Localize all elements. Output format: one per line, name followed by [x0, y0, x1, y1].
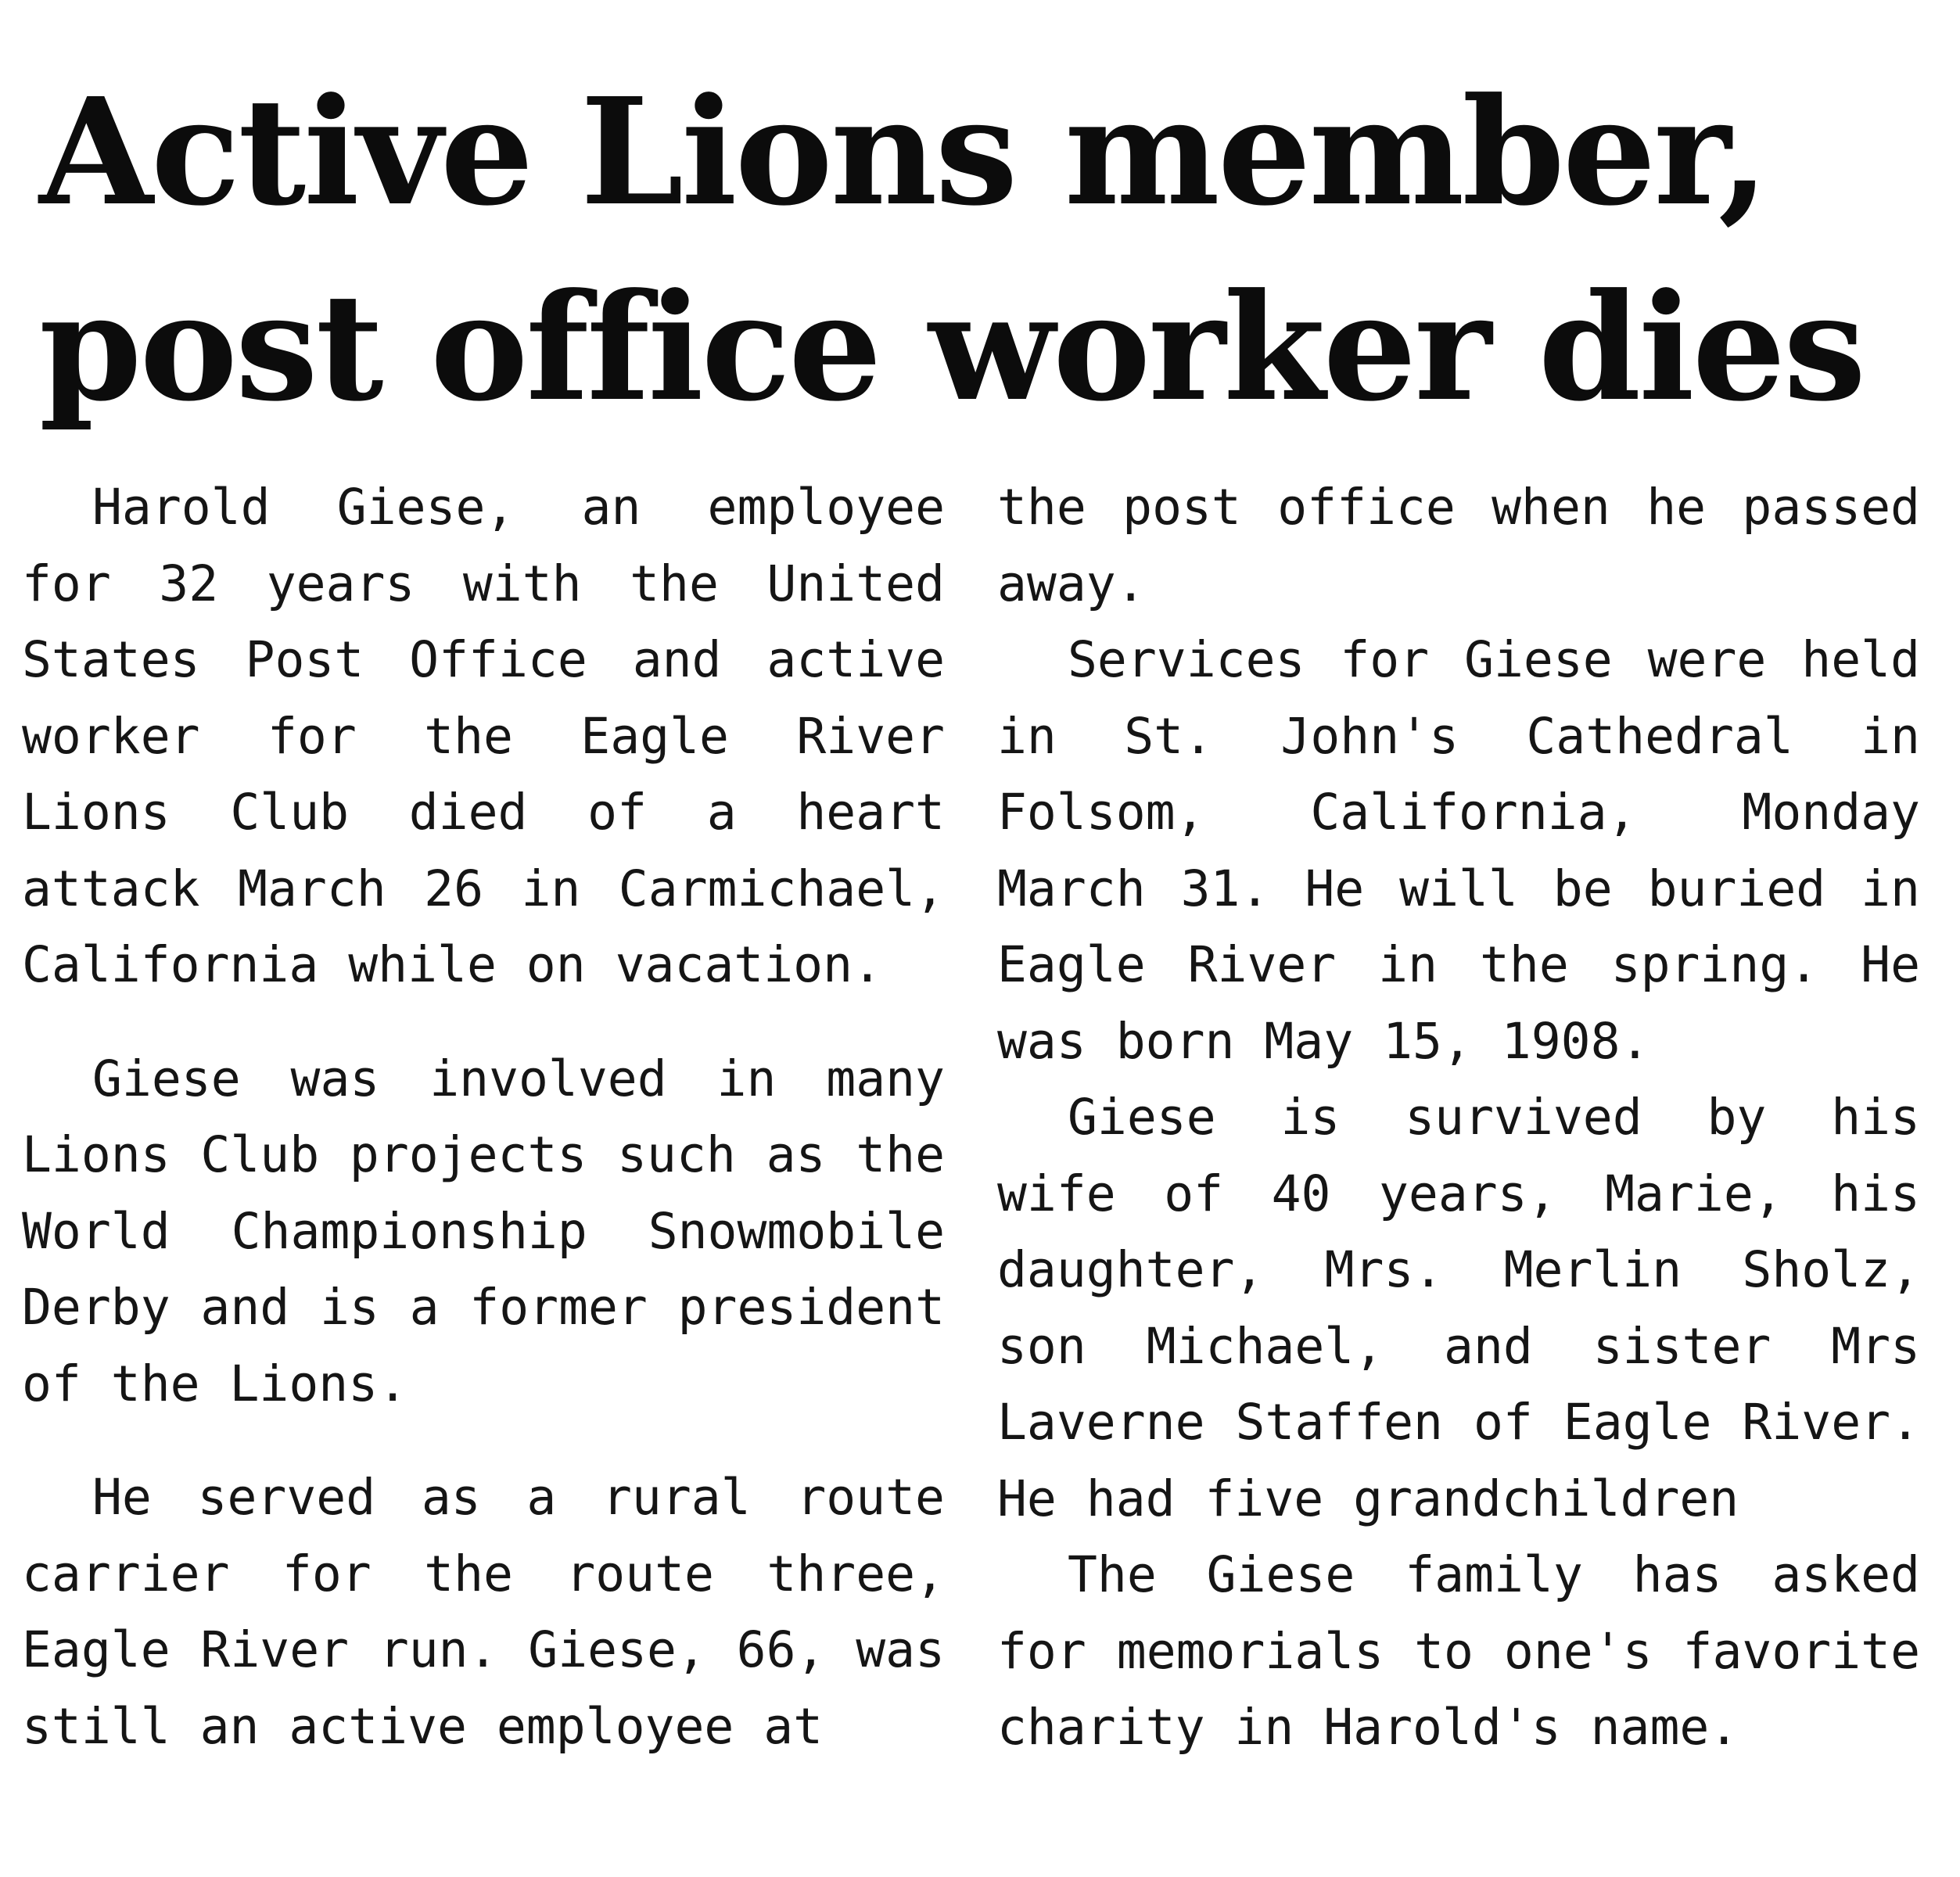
paragraph-continued: the post office when he passed away. [997, 479, 1920, 612]
paragraph-lions-involvement: Giese was involved in many Lions Club projects such as the World Championship Snowmobile Derby and is a former president of the Lions. [22, 1050, 945, 1412]
headline-line-2: post office worker dies [39, 261, 1865, 434]
article-column-left [22, 469, 945, 1764]
paragraph-rural-route: He served as a rural route carrier for the route three, Eagle River run. Giese, 66, was still an active employee at [22, 1469, 945, 1755]
paragraph-obituary-intro: Harold Giese, an employee for 32 years with the United States Post Office and active worker for the Eagle River Lions Club died of a heart attack March 26 in Carmichael, California while on vacation. [22, 479, 945, 993]
paragraph-memorials: The Giese family has asked for memorials to one's favorite charity in Harold's name. [997, 1546, 1920, 1756]
article-headline [39, 55, 1865, 446]
headline-line-1: Active Lions member, [39, 66, 1768, 239]
article-column-right [997, 469, 1920, 1766]
paragraph-survivors: Giese is survived by his wife of 40 years, Marie, his daughter, Mrs. Merlin Sholz, son Michael, and sister Mrs Laverne Staffen of Eagle River. He had five grandchildren [997, 1089, 1920, 1527]
paragraph-services: Services for Giese were held in St. John's Cathedral in Folsom, California, Monday March 31. He will be buried in Eagle River in the spring. He was born May 15, 1908. [997, 631, 1920, 1070]
